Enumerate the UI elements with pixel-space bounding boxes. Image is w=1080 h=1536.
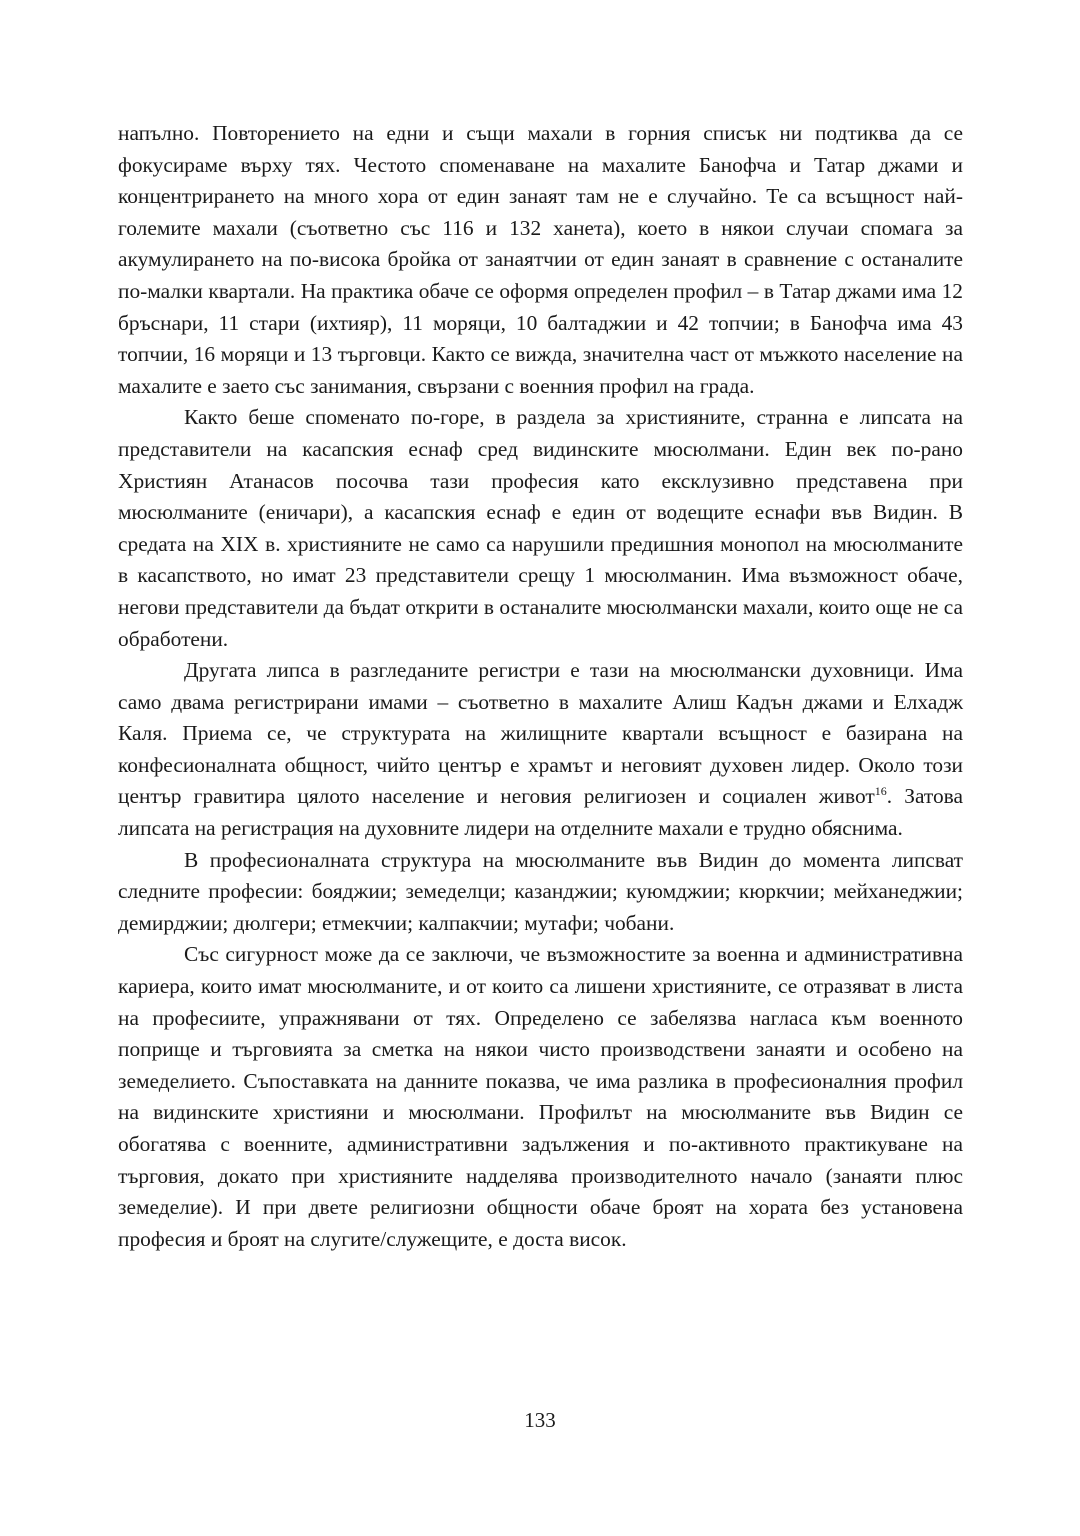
paragraph-1: напълно. Повторението на едни и същи махали в горния списък ни подтиква да се фокусираме върху тях. Честото споменаване на махалите Банофча и Татар джами и концентрирането на много хора от един занаят там не е случайно. Те са всъщност най-големите махали (съответно със 116 и 132 ханета), което в някои случаи спомага за акумулирането на по-висока бройка от занаятчии от един занаят в сравнение с останалите по-малки квартали. На практика обаче се оформя определен профил – в Татар джами има 12 бръснари, 11 стари (ихтияр), 11 моряци, 10 балтаджии и 42 топчии; в Банофча има 43 топчии, 16 моряци и 13 търговци. Както се вижда, значителна част от мъжкото население на махалите е заето със занимания, свързани с военния профил на града. (118, 121, 963, 398)
paragraph-2: Както беше споменато по-горе, в раздела за християните, странна е липсата на представители на касапския еснаф сред видинските мюсюлмани. Един век по-рано Християн Атанасов посочва тази професия като ексклузивно представена при мюсюлманите (еничари), а касапския еснаф е един от водещите еснафи във Видин. В средата на XIX в. християните не само са нарушили предишния монопол на мюсюлманите в касапството, но имат 23 представители срещу 1 мюсюлманин. Има възможност обаче, негови представители да бъдат открити в останалите мюсюлмански махали, които още не са обработени. (118, 405, 963, 651)
document-body (118, 118, 963, 1255)
footnote-marker[interactable]: 16 (874, 784, 887, 799)
paragraph-3 (118, 655, 963, 845)
paragraph-3-text-after: . Затова липсата на регистрация на духовните лидери на отделните махали е трудно обяснима. (118, 784, 963, 841)
page-number: 133 (524, 1408, 556, 1432)
paragraph-5: Със сигурност може да се заключи, че възможностите за военна и административна кариера, които имат мюсюлманите, и от които са лишени християните, се отразяват в листа на професиите, упражнявани от тях. Определено се забелязва нагласа към военното поприще и търговията за сметка на някои чисто производствени занаяти и особено на земеделието. Съпоставката на данните показва, че има разлика в професионалния профил на видинските християни и мюсюлмани. Профилът на мюсюлманите във Видин се обогатява с военните, административни задължения и по-активното практикуване на търговия, докато при християните надделява производителното начало (занаяти плюс земеделие). И при двете религиозни общности обаче броят на хората без установена професия и броят на слугите/служещите, е доста висок. (118, 942, 963, 1251)
paragraph-4: В професионалната структура на мюсюлманите във Видин до момента липсват следните професии: бояджии; земеделци; казанджии; куюмджии; кюркчии; мейханеджии; демирджии; дюлгери; етмекчии; калпакчии; мутафи; чобани. (118, 847, 963, 935)
paragraph-3-text-before: Другата липса в разгледаните регистри е тази на мюсюлмански духовници. Има само двама регистрирани имами – съответно в махалите Алиш Кадън джами и Елхадж Каля. Приема се, че структурата на жилищните квартали всъщност е базирана на конфесионалната общност, чийто център е храмът и неговият духовен лидер. Около този център гравитира цялото население и неговия религиозен и социален живот (118, 658, 963, 809)
